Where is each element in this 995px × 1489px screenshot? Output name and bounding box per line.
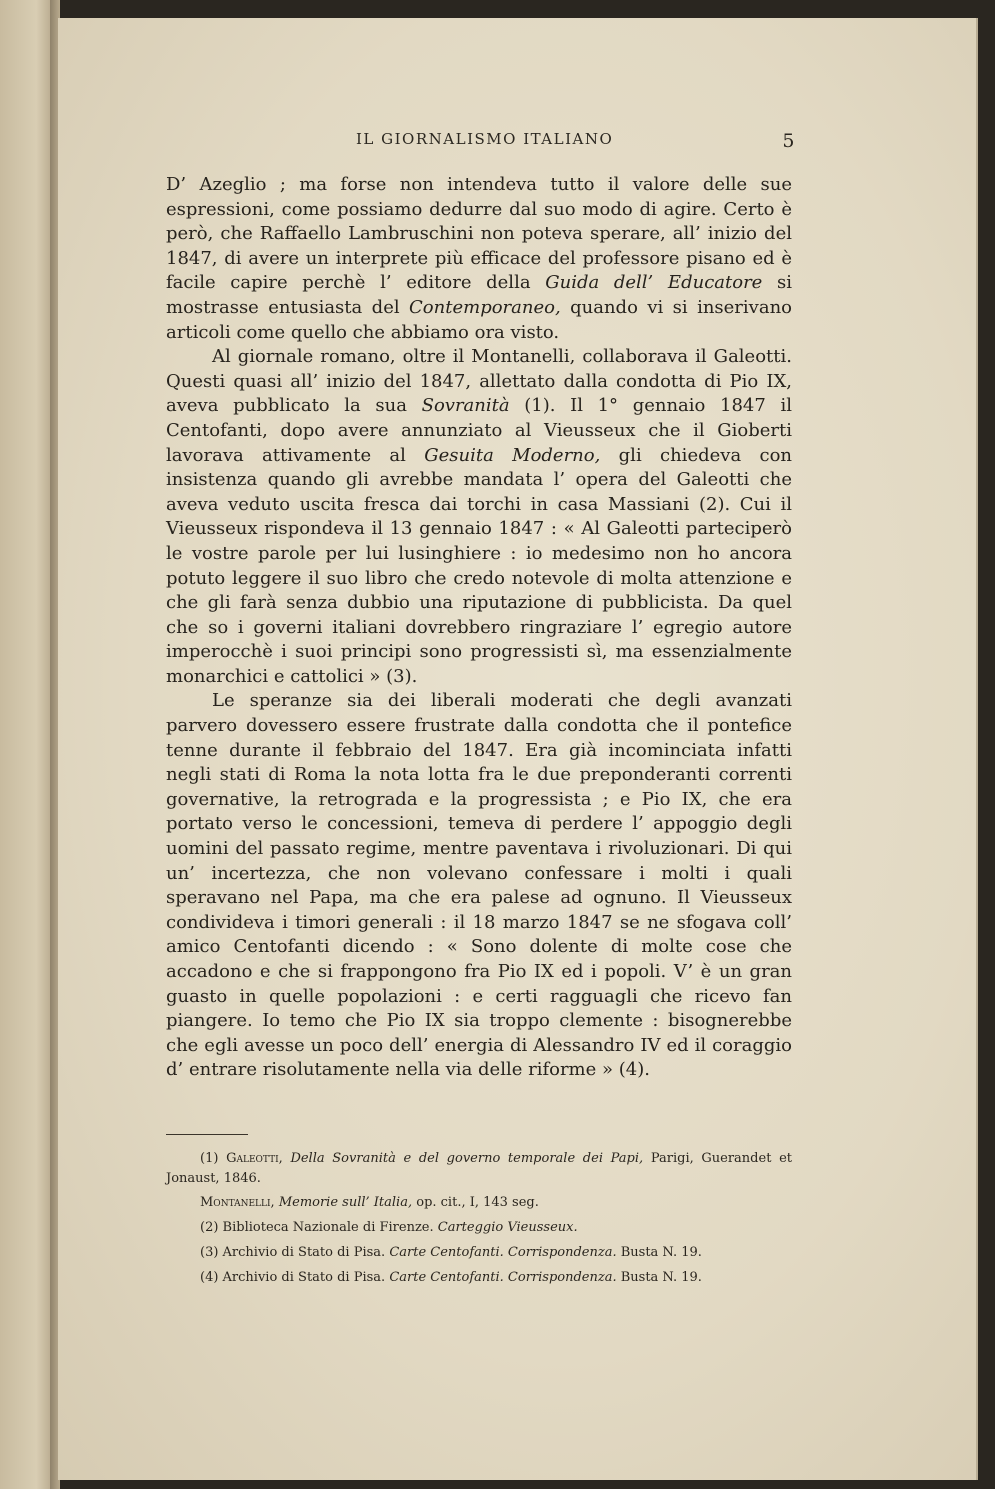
footnote-rule	[166, 1134, 248, 1135]
footnote-2: (2) Biblioteca Nazionale di Firenze. Carteggio Vieusseux.	[200, 1220, 578, 1235]
running-header	[356, 130, 796, 152]
paragraph-1: D’ Azeglio ; ma forse non intendeva tutto il valore delle sue espressioni, come possiamo dedurre dal suo modo di agire. Certo è però, che Raffaello Lambruschini non poteva sperare, all’ inizio del 1847, di avere un interprete più efficace del professore pisano ed è facile capire perchè l’ editore della Guida dell’ Educatore si mostrasse entusiasta del Contemporaneo, quando vi si inserivano articoli come quello che abbiamo ora visto.	[166, 174, 793, 343]
footnote-4: (4) Archivio di Stato di Pisa. Carte Centofanti. Corrispondenza. Busta N. 19.	[200, 1270, 702, 1285]
left-page-edge	[0, 0, 52, 1489]
page-number: 5	[782, 130, 796, 152]
paragraph-3: Le speranze sia dei liberali moderati che degli avanzati parvero dovessero essere frustrate dalla condotta che il pontefice tenne durante il febbraio del 1847. Era già incominciata infatti negli stati di Roma la nota lotta fra le due preponderanti correnti governative, la retrograda e la progressista ; e Pio IX, che era portato verso le concessioni, temeva di perdere l’ appoggio degli uomini del passato regime, mentre paventava i rivoluzionari. Di qui un’ incertezza, che non volevano confessare i molti i quali speravano nel Papa, ma che era palese ad ognuno. Il Vieusseux condivideva i timori generali : il 18 marzo 1847 se ne sfogava coll’ amico Centofanti dicendo : « Sono dolente di molte cose che accadono e che si frappongono fra Pio IX ed i popoli. V’ è un gran guasto in quelle popolazioni : e certi ragguagli che ricevo fan piangere. Io temo che Pio IX sia troppo clemente : bisognerebbe che egli avesse un poco dell’ energia di Alessandro IV ed il coraggio d’ entrare risolutamente nella via delle riforme » (4).	[166, 690, 792, 1081]
footnote-3: (3) Archivio di Stato di Pisa. Carte Centofanti. Corrispondenza. Busta N. 19.	[200, 1245, 702, 1260]
main-text	[166, 173, 792, 1083]
footnote-1: (1) Galeotti, Della Sovranità e del governo temporale dei Papi, Parigi, Guerandet et Jonaust, 1846.	[166, 1151, 792, 1186]
footnotes	[166, 1149, 792, 1293]
running-title: IL GIORNALISMO ITALIANO	[356, 130, 614, 148]
paragraph-2: Al giornale romano, oltre il Montanelli, collaborava il Galeotti. Questi quasi all’ inizio del 1847, allettato dalla condotta di Pio IX, aveva pubblicato la sua Sovranità (1). Il 1° gennaio 1847 il Centofanti, dopo avere annunziato al Vieusseux che il Gioberti lavorava attivamente al Gesuita Moderno, gli chiedeva con insistenza quando gli avrebbe mandata l’ opera del Galeotti che aveva veduto uscita fresca dai torchi in casa Massiani (2). Cui il Vieusseux rispondeva il 13 gennaio 1847 : « Al Galeotti parteciperò le vostre parole per lui lusinghiere : io medesimo non ho ancora potuto leggere il suo libro che credo notevole di molta attenzione e che gli farà senza dubbio una riputazione di pubblicista. Da quel che so i governi italiani dovrebbero ringraziare l’ egregio autore imperocchè i suoi principi sono progressisti sì, ma essenzialmente monarchici e cattolici » (3).	[166, 346, 792, 687]
footnote-1-continued: Montanelli, Memorie sull’ Italia, op. cit., I, 143 seg.	[200, 1195, 539, 1210]
